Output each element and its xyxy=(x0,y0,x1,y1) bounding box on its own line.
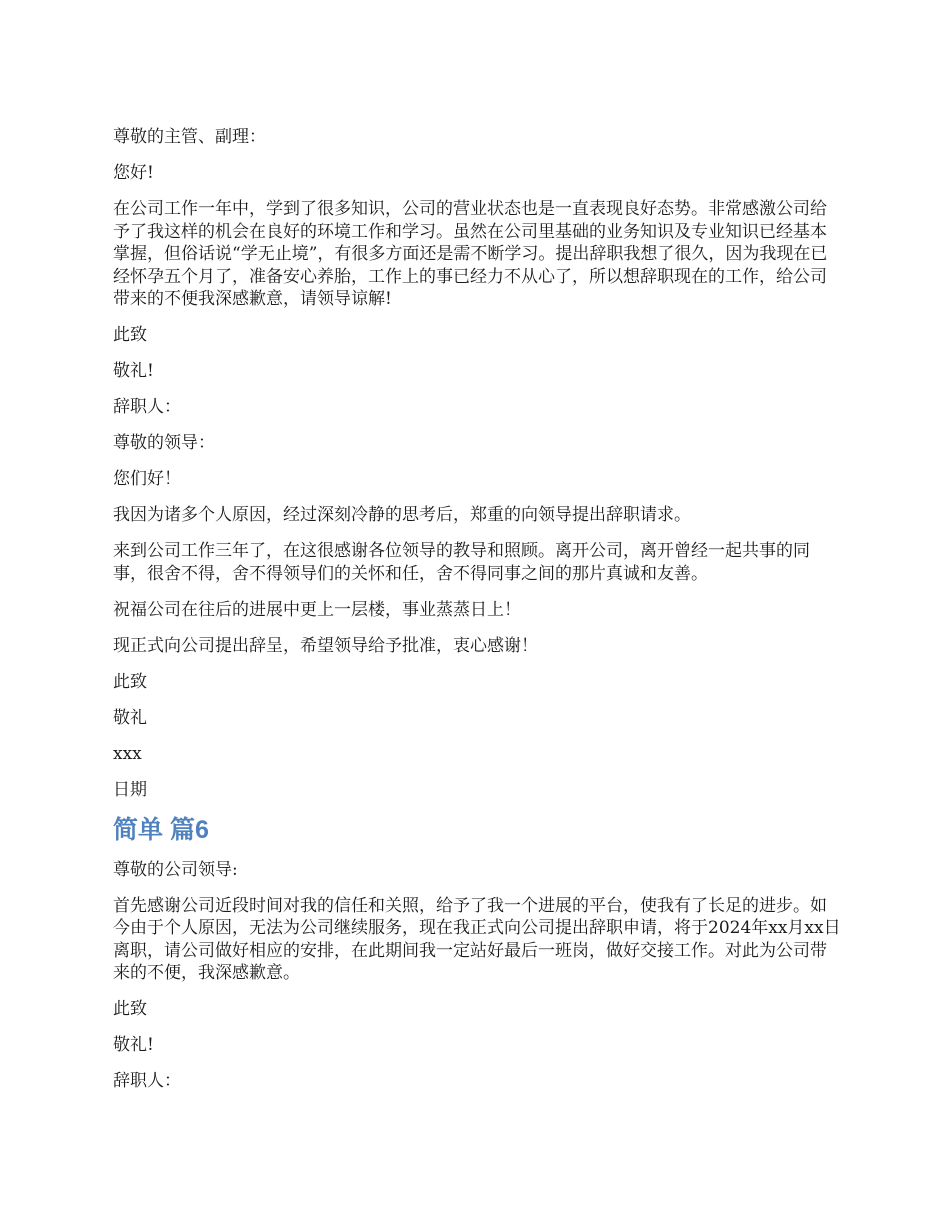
body-paragraph: 首先感谢公司近段时间对我的信任和关照，给予了我一个进展的平台，使我有了长足的进步。如今由于个人原因，无法为公司继续服务，现在我正式向公司提出辞职申请，将于2024年xx月xx日离职，请公司做好相应的安排，在此期间我一定站好最后一班岗，做好交接工作。对此为公司带来的不便，我深感歉意。 xyxy=(113,895,841,983)
salutation: 尊敬的领导： xyxy=(113,433,215,453)
closing-line: 此致 xyxy=(113,671,147,692)
section-heading: 简单 篇6 xyxy=(113,815,209,844)
body-paragraph: 在公司工作一年中，学到了很多知识，公司的营业状态也是一直表现良好态势。非常感激公司给予了我这样的机会在良好的环境工作和学习。虽然在公司里基础的业务知识及专业知识已经基本掌握，但俗话说“学无止境”，有很多方面还是需不断学习。提出辞职我想了很久，因为我现在已经怀孕五个月了，准备安心养胎，工作上的事已经力不从心了，所以想辞职现在的工作，给公司带来的不便我深感歉意，请领导谅解! xyxy=(113,199,828,309)
body-paragraph: 祝福公司在往后的进展中更上一层楼，事业蒸蒸日上！ xyxy=(113,599,521,620)
greeting: 您们好！ xyxy=(113,469,181,489)
signer-line: 辞职人： xyxy=(113,397,181,417)
closing-line: 敬礼! xyxy=(113,361,154,381)
closing-line: 敬礼! xyxy=(113,1035,154,1055)
closing-line: 此致 xyxy=(113,999,147,1019)
salutation: 尊敬的主管、副理： xyxy=(113,127,266,147)
body-paragraph: 我因为诸多个人原因，经过深刻冷静的思考后，郑重的向领导提出辞职请求。 xyxy=(113,505,691,525)
name-line: xxx xyxy=(113,743,142,764)
closing-line: 此致 xyxy=(113,325,147,345)
date-line: 日期 xyxy=(113,779,147,800)
greeting: 您好! xyxy=(113,163,154,183)
document-content xyxy=(113,126,843,1106)
body-paragraph: 来到公司工作三年了，在这很感谢各位领导的教导和照顾。离开公司，离开曾经一起共事的同事，很舍不得，舍不得领导们的关怀和任，舍不得同事之间的那片真诚和友善。 xyxy=(113,541,810,584)
body-paragraph: 现正式向公司提出辞呈，希望领导给予批准，衷心感谢！ xyxy=(113,635,538,656)
salutation: 尊敬的公司领导: xyxy=(113,859,238,880)
signer-line: 辞职人： xyxy=(113,1071,181,1091)
closing-line: 敬礼 xyxy=(113,707,147,728)
